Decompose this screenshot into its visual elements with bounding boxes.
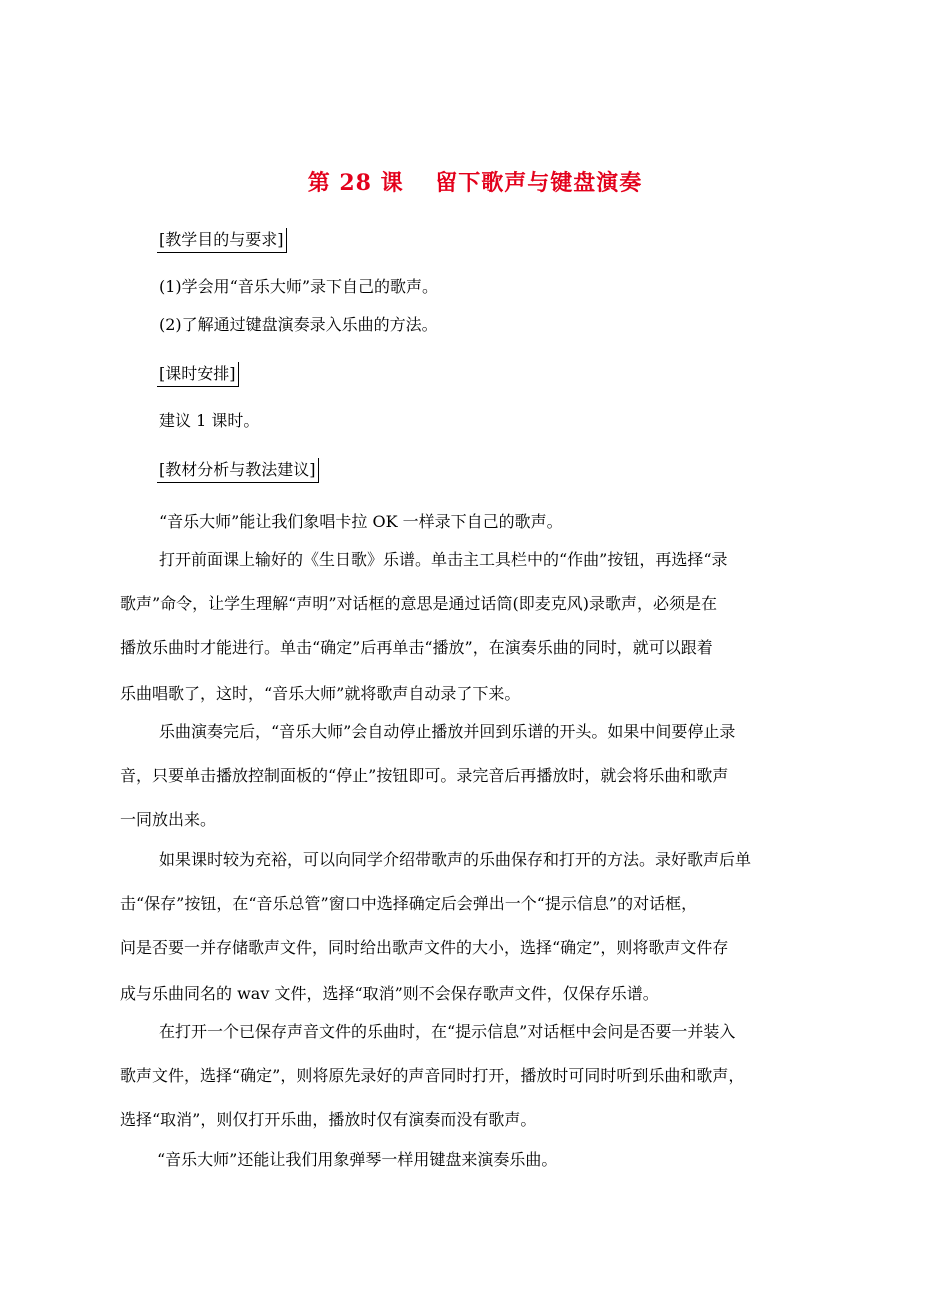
objective-item-2: (2)了解通过键盘演奏录入乐曲的方法。 xyxy=(159,315,438,334)
schedule-text: 建议 1 课时。 xyxy=(159,411,260,430)
objective-item-1: (1)学会用“音乐大师”录下自己的歌声。 xyxy=(159,277,439,296)
paragraph-line: 歌声文件，选择“确定”，则将原先录好的声音同时打开，播放时可同时听到乐曲和歌声， xyxy=(120,1066,745,1085)
analysis-heading: [教材分析与教法建议] xyxy=(157,458,319,483)
paragraph-line: “音乐大师”还能让我们用象弹琴一样用键盘来演奏乐曲。 xyxy=(157,1150,558,1169)
paragraph-line: 播放乐曲时才能进行。单击“确定”后再单击“播放”，在演奏乐曲的同时，就可以跟着 xyxy=(120,638,713,657)
paragraph-line: 歌声”命令，让学生理解“声明”对话框的意思是通过话筒(即麦克风)录歌声，必须是在 xyxy=(120,594,718,613)
paragraph-line: 选择“取消”，则仅打开乐曲，播放时仅有演奏而没有歌声。 xyxy=(120,1110,537,1129)
paragraph-line: 如果课时较为充裕，可以向同学介绍带歌声的乐曲保存和打开的方法。录好歌声后单 xyxy=(159,850,752,869)
paragraph-line: 一同放出来。 xyxy=(120,810,217,829)
paragraph-line: 乐曲演奏完后，“音乐大师”会自动停止播放并回到乐谱的开头。如果中间要停止录 xyxy=(159,722,736,741)
paragraph-line: 在打开一个已保存声音文件的乐曲时，在“提示信息”对话框中会问是否要一并装入 xyxy=(159,1022,736,1041)
paragraph-line: “音乐大师”能让我们象唱卡拉 OK 一样录下自己的歌声。 xyxy=(159,512,563,531)
paragraph-line: 问是否要一并存储歌声文件，同时给出歌声文件的大小，选择“确定”，则将歌声文件存 xyxy=(120,938,729,957)
schedule-heading: [课时安排] xyxy=(157,362,239,387)
paragraph-line: 乐曲唱歌了，这时，“音乐大师”就将歌声自动录了下来。 xyxy=(120,684,521,703)
paragraph-line: 打开前面课上输好的《生日歌》乐谱。单击主工具栏中的“作曲”按钮，再选择“录 xyxy=(159,550,728,569)
paragraph-line: 音，只要单击播放控制面板的“停止”按钮即可。录完音后再播放时，就会将乐曲和歌声 xyxy=(120,766,729,785)
paragraph-line: 成与乐曲同名的 wav 文件，选择“取消”则不会保存歌声文件，仅保存乐谱。 xyxy=(120,984,659,1003)
page-title: 第 28 课 留下歌声与键盘演奏 xyxy=(307,170,643,196)
objectives-heading: [教学目的与要求] xyxy=(157,228,287,253)
paragraph-line: 击“保存”按钮，在“音乐总管”窗口中选择确定后会弹出一个“提示信息”的对话框， xyxy=(120,894,698,913)
